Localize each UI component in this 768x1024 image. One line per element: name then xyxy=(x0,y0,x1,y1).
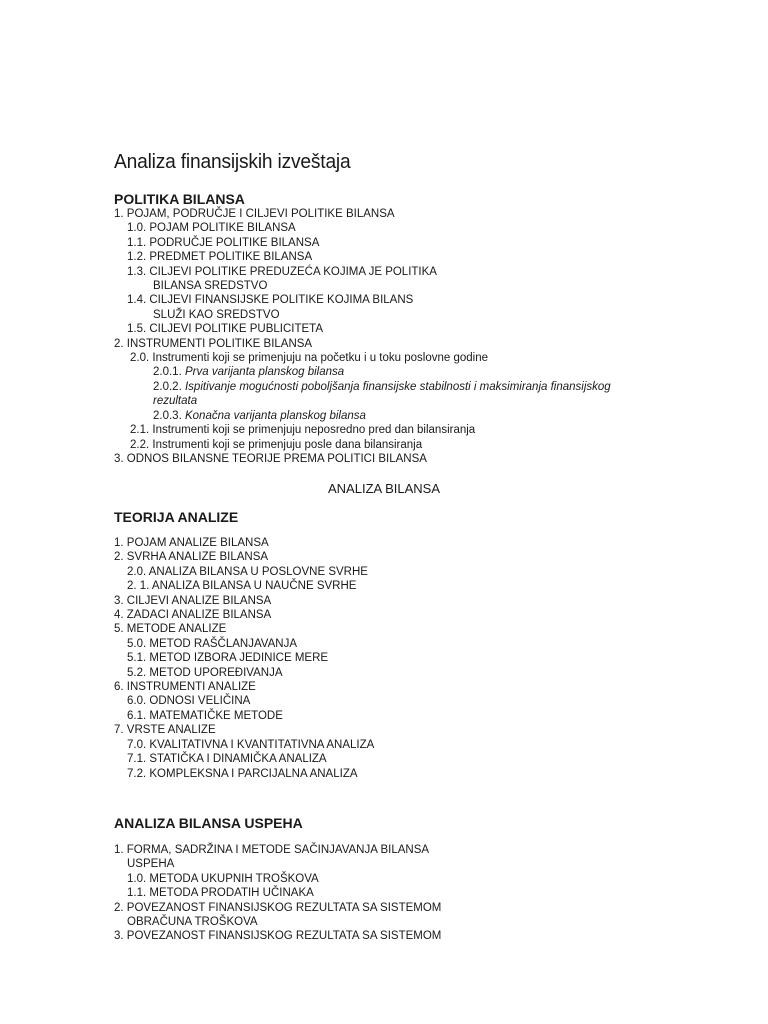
list-item-continuation: SLUŽI KAO SREDSTVO xyxy=(153,308,280,321)
list-item: 2. 1. ANALIZA BILANSA U NAUČNE SVRHE xyxy=(127,580,357,593)
list-item: 1.5. CILJEVI POLITIKE PUBLICITETA xyxy=(127,323,323,336)
list-item: 4. ZADACI ANALIZE BILANSA xyxy=(114,609,272,622)
list-item: 1.0. POJAM POLITIKE BILANSA xyxy=(127,222,296,235)
list-item: 1.1. PODRUČJE POLITIKE BILANSA xyxy=(127,236,320,249)
list-item: 5.2. METOD UPOREĐIVANJA xyxy=(127,666,283,679)
section-heading-politika-bilansa: POLITIKA BILANSA xyxy=(114,191,245,207)
section-heading-analiza-bilansa-uspeha: ANALIZA BILANSA USPEHA xyxy=(114,815,303,831)
list-item: 6.0. ODNOSI VELIČINA xyxy=(127,695,251,708)
list-item: 5. METODE ANALIZE xyxy=(114,623,227,636)
list-item xyxy=(114,380,611,394)
list-item: 2.0. ANALIZA BILANSA U POSLOVNE SVRHE xyxy=(127,565,368,578)
list-item: 6.1. MATEMATIČKE METODE xyxy=(127,709,283,722)
item-text: Konačna varijanta planskog bilansa xyxy=(184,409,366,422)
list-item: 2.0. Instrumenti koji se primenjuju na početku i u toku poslovne godine xyxy=(130,352,488,365)
list-item: 2. SVRHA ANALIZE BILANSA xyxy=(114,551,269,564)
item-number: 2.0.1. xyxy=(153,366,182,379)
list-item: 7.0. KVALITATIVNA I KVANTITATIVNA ANALIZA xyxy=(127,738,375,751)
list-item: 7. VRSTE ANALIZE xyxy=(114,724,216,737)
item-text: Prva varijanta planskog bilansa xyxy=(184,366,345,379)
list-item: 3. ODNOS BILANSNE TEORIJE PREMA POLITICI BILANSA xyxy=(114,452,427,465)
list-item: 2. INSTRUMENTI POLITIKE BILANSA xyxy=(114,337,313,350)
list-item-continuation: USPEHA xyxy=(127,858,175,871)
list-item: 1.3. CILJEVI POLITIKE PREDUZEĆA KOJIMA JE POLITIKA xyxy=(127,265,437,278)
politika-bilansa-list xyxy=(114,207,611,466)
teorija-analize-list xyxy=(114,536,374,781)
list-item-continuation: BILANSA SREDSTVO xyxy=(153,280,268,293)
section-heading-teorija-analize: TEORIJA ANALIZE xyxy=(114,509,239,525)
list-item: 1. POJAM, PODRUČJE I CILJEVI POLITIKE BILANSA xyxy=(114,208,395,220)
analiza-bilansa-uspeha-list xyxy=(114,843,441,944)
list-item: 1.2. PREDMET POLITIKE BILANSA xyxy=(127,251,313,264)
document-title: Analiza finansijskih izveštaja xyxy=(114,151,351,173)
list-item: 1. FORMA, SADRŽINA I METODE SAČINJAVANJA BILANSA xyxy=(114,844,430,856)
list-item: 7.2. KOMPLEKSNA I PARCIJALNA ANALIZA xyxy=(127,767,358,780)
list-item xyxy=(114,365,611,379)
list-item: 5.0. METOD RAŠČLANJAVANJA xyxy=(127,637,297,650)
center-heading-analiza-bilansa: ANALIZA BILANSA xyxy=(328,481,440,496)
list-item: 1.1. METODA PRODATIH UČINAKA xyxy=(127,887,314,900)
list-item: 1.4. CILJEVI FINANSIJSKE POLITIKE KOJIMA BILANS xyxy=(127,294,414,307)
item-text: Ispitivanje mogućnosti poboljšanja finansijske stabilnosti i maksimiranja finansijskog xyxy=(184,380,611,393)
list-item: 2. POVEZANOST FINANSIJSKOG REZULTATA SA SISTEMOM xyxy=(114,901,442,914)
list-item: 1.0. METODA UKUPNIH TROŠKOVA xyxy=(127,872,319,885)
list-item: 3. CILJEVI ANALIZE BILANSA xyxy=(114,594,272,607)
list-item: 2.2. Instrumenti koji se primenjuju posle dana bilansiranja xyxy=(130,438,423,451)
list-item: 7.1. STATIČKA I DINAMIČKA ANALIZA xyxy=(127,753,327,766)
list-item xyxy=(114,409,611,423)
list-item: 3. POVEZANOST FINANSIJSKOG REZULTATA SA SISTEMOM xyxy=(114,930,442,943)
list-item-continuation: OBRAČUNA TROŠKOVA xyxy=(127,916,258,929)
list-item: 6. INSTRUMENTI ANALIZE xyxy=(114,681,256,694)
list-item: 2.1. Instrumenti koji se primenjuju neposredno pred dan bilansiranja xyxy=(130,424,476,437)
list-item: 5.1. METOD IZBORA JEDINICE MERE xyxy=(127,652,329,665)
item-number: 2.0.3. xyxy=(153,409,182,422)
list-item: 1. POJAM ANALIZE BILANSA xyxy=(114,537,269,549)
item-number: 2.0.2. xyxy=(153,380,182,393)
list-item-continuation: rezultata xyxy=(153,395,198,408)
